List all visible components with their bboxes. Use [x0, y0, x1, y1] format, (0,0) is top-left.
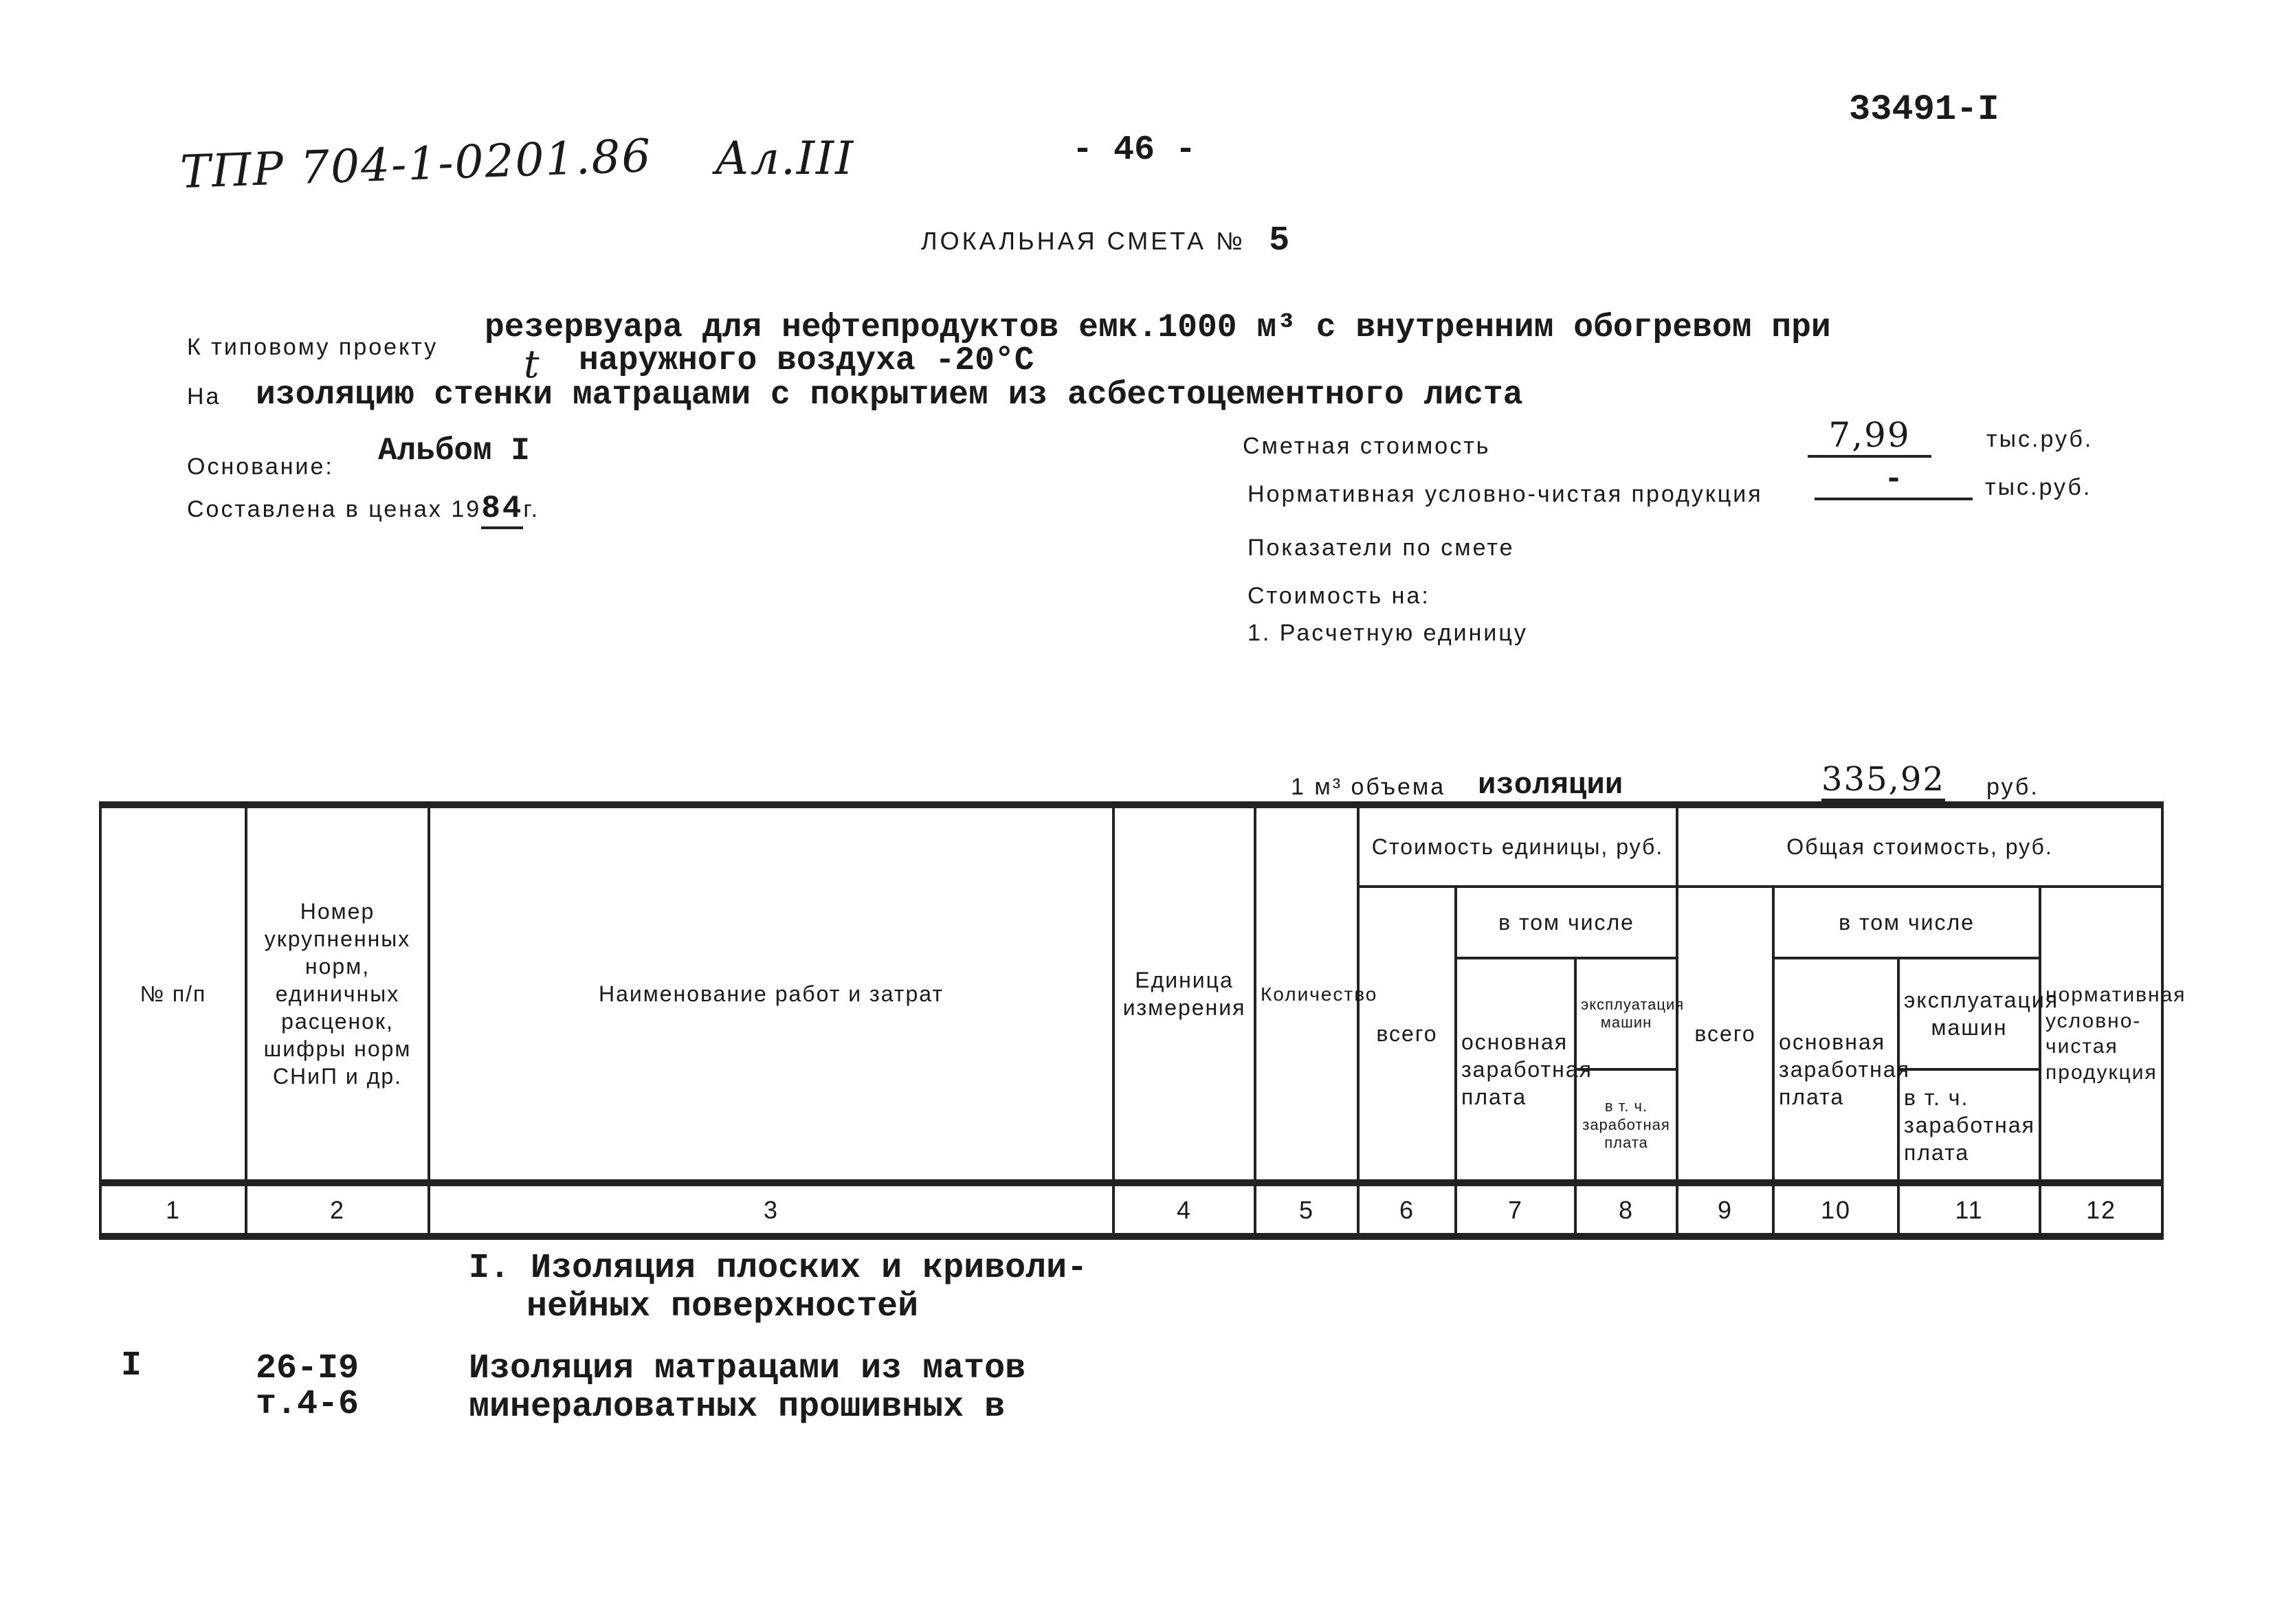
column-numbers-row	[100, 1183, 2162, 1236]
estimate-title-label: ЛОКАЛЬНАЯ СМЕТА №	[921, 227, 1245, 255]
prices-label: Составлена в ценах 19	[187, 496, 482, 522]
cost-for-label: Стоимость на:	[1248, 583, 1430, 609]
row-code-line-1: 26-I9	[256, 1349, 359, 1388]
volume-item: изоляции	[1478, 768, 1623, 803]
header-quantity: Количество	[1255, 805, 1358, 1183]
section-title-line-2: нейных поверхностей	[526, 1287, 919, 1326]
document-number: 33491-I	[1849, 89, 1999, 130]
row-name-line-1: Изоляция матрацами из матов	[469, 1349, 1026, 1388]
volume-label: 1 м³ объема	[1291, 774, 1446, 800]
header-unit-incl: в том числе	[1456, 887, 1677, 958]
header-total-cost: Общая стоимость, руб.	[1677, 805, 2162, 887]
normative-unit: тыс.руб.	[1985, 474, 2092, 500]
on-value: изоляцию стенки матрацами с покрытием из асбестоцементного листа	[256, 377, 1523, 414]
header-unit-machines: эксплуатация машин	[1575, 958, 1677, 1069]
col-number-10: 10	[1773, 1183, 1898, 1236]
temperature-symbol: t	[524, 342, 541, 387]
col-number-4: 4	[1113, 1183, 1255, 1236]
estimated-cost-label: Сметная стоимость	[1243, 433, 1491, 459]
header-unit-machines-wages: в т. ч. заработная плата	[1575, 1069, 1677, 1183]
normative-label: Нормативная условно-чистая продукция	[1248, 481, 1763, 507]
on-label: На	[187, 383, 221, 410]
row-name-line-2: минераловатных прошивных в	[469, 1388, 1006, 1427]
header-total-base-pay: основная заработная плата	[1773, 958, 1898, 1183]
volume-number: 335,92	[1821, 760, 1945, 801]
header-unit-cost: Стоимость единицы, руб.	[1358, 805, 1677, 887]
header-total-machines-wages: в т. ч. заработная плата	[1898, 1069, 2040, 1183]
header-total-machines: эксплуатация машин	[1898, 958, 2040, 1069]
estimate-table	[99, 801, 2186, 1240]
basis-label: Основание:	[187, 454, 334, 480]
prices-year: 84	[481, 491, 523, 529]
header-unit-base-pay: основная заработная плата	[1456, 958, 1575, 1183]
indicators-label: Показатели по смете	[1248, 535, 1515, 561]
col-number-1: 1	[100, 1183, 246, 1236]
header-norm-code: Номер укрупненных норм, единичных расценок, шифры норм СНиП и др.	[246, 805, 429, 1183]
row-code-line-2: т.4-6	[256, 1385, 359, 1424]
col-number-11: 11	[1898, 1183, 2040, 1236]
volume-value	[1821, 760, 1945, 801]
row-number: I	[121, 1346, 142, 1386]
normative-number: -	[1815, 462, 1973, 500]
basis-value: Альбом I	[378, 433, 530, 469]
project-line-1: резервуара для нефтепродуктов емк.1000 м³ с внутренним обогревом при	[485, 309, 1831, 346]
col-number-8: 8	[1575, 1183, 1677, 1236]
handwritten-album-ref: Ал.III	[715, 132, 855, 185]
page-number: - 46 -	[1072, 131, 1197, 170]
col-number-2: 2	[246, 1183, 429, 1236]
prices-line	[187, 491, 540, 529]
project-label: К типовому проекту	[187, 334, 439, 360]
project-line-2: наружного воздуха -20°С	[579, 342, 1034, 379]
estimate-title	[921, 221, 1289, 260]
header-number: № п/п	[100, 805, 246, 1183]
section-title-line-1: I. Изоляция плоских и криволи-	[469, 1249, 1088, 1288]
handwritten-project-code: ТПР 704-1-0201.86	[179, 129, 653, 199]
estimate-number: 5	[1269, 221, 1290, 260]
col-number-12: 12	[2040, 1183, 2162, 1236]
col-number-3: 3	[429, 1183, 1113, 1236]
header-work-name: Наименование работ и затрат	[429, 805, 1113, 1183]
col-number-7: 7	[1456, 1183, 1575, 1236]
col-number-5: 5	[1255, 1183, 1358, 1236]
header-total-incl: в том числе	[1773, 887, 2040, 958]
header-unit: Единица измерения	[1113, 805, 1255, 1183]
col-number-6: 6	[1358, 1183, 1456, 1236]
header-net-production: нормативная условно-чистая продукция	[2040, 887, 2162, 1183]
header-total-all: всего	[1677, 887, 1773, 1183]
per-unit-label: 1. Расчетную единицу	[1248, 620, 1528, 646]
estimated-cost-value	[1808, 415, 1931, 458]
normative-value	[1815, 462, 1973, 500]
estimated-cost-number: 7,99	[1808, 415, 1931, 458]
prices-suffix: г.	[523, 496, 540, 522]
estimated-cost-unit: тыс.руб.	[1986, 426, 2094, 452]
volume-unit: руб.	[1986, 774, 2039, 800]
header-unit-total: всего	[1358, 887, 1456, 1183]
col-number-9: 9	[1677, 1183, 1773, 1236]
